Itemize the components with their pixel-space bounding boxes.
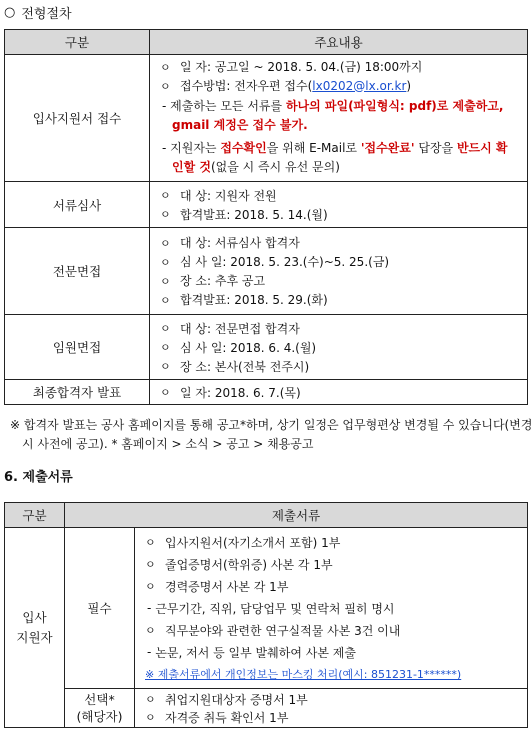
bullet-icon: ㅇ	[160, 360, 171, 373]
list-item	[150, 76, 527, 95]
table-row	[5, 315, 528, 380]
list-item	[135, 708, 527, 726]
optional-label-line: 선택*	[84, 692, 115, 707]
list-item	[135, 690, 527, 708]
list-item	[135, 619, 527, 641]
item-text: )	[406, 78, 412, 93]
item-text: 접수방법: 전자우편 접수(	[180, 79, 313, 93]
section-title: 6. 제출서류	[4, 470, 73, 485]
item-text: 제출하는 모든 서류를	[170, 99, 286, 113]
list-item	[150, 57, 527, 76]
item-text: 을 위해 E-Mail로	[266, 141, 361, 155]
item-text: 합격발표: 2018. 5. 14.(월)	[180, 207, 328, 222]
bullet-icon: ㅇ	[160, 341, 171, 354]
emphasis-text: 하나의 파일(파일형식: pdf)로 제출하고, gmail 계정은 접수 불가.	[172, 99, 504, 132]
list-item	[135, 531, 527, 553]
row-content	[150, 380, 528, 405]
group-label-line: 입사	[22, 609, 47, 625]
bullet-icon: ㅇ	[145, 536, 156, 549]
table-row	[5, 228, 528, 315]
item-text: 합격발표: 2018. 5. 29.(화)	[180, 293, 328, 307]
item-text: ※ 제출서류에서 개인정보는 마스킹 처리(예시: 851231-1******)	[145, 668, 462, 681]
bullet-icon: ㅇ	[160, 386, 171, 399]
item-text: 심 사 일: 2018. 6. 4.(월)	[180, 340, 317, 355]
email-link[interactable]: lx0202@lx.or.kr	[312, 78, 407, 93]
procedure-table	[4, 29, 528, 405]
item-text: (없을 시 즉시 유선 문의)	[210, 160, 340, 174]
list-item	[150, 338, 527, 357]
row-label: 서류심사	[5, 182, 150, 228]
optional-label	[65, 689, 135, 728]
row-content	[135, 689, 528, 728]
bullet-icon: ㅇ	[160, 60, 171, 74]
required-label: 필수	[65, 528, 135, 689]
table-row	[5, 528, 528, 689]
item-text: 졸업증명서(학위증) 사본 각 1부	[165, 557, 333, 572]
item-text: 장 소: 추후 공고	[180, 274, 266, 288]
item-text: 장 소: 본사(전북 전주시)	[180, 359, 310, 374]
header-documents: 제출서류	[65, 503, 528, 528]
item-text: 일 자: 공고일 ~ 2018. 5. 04.(금) 18:00까지	[180, 60, 423, 74]
row-label: 입사지원서 접수	[5, 55, 150, 182]
masking-note	[135, 663, 527, 685]
header-category: 구분	[5, 503, 65, 528]
list-item	[150, 290, 527, 309]
bullet-icon: ㅇ	[160, 274, 171, 288]
circle-marker-icon: ○	[4, 4, 16, 20]
bullet-icon: ㅇ	[160, 208, 171, 221]
row-content	[150, 315, 528, 380]
list-item: - 제출하는 모든 서류를 하나의 파일(파일형식: pdf)로 제출하고, gmail 계정은 접수 불가.	[162, 99, 504, 132]
list-item	[150, 271, 527, 290]
bullet-icon: ㅇ	[160, 79, 171, 93]
item-text: 경력증명서 사본 각 1부	[165, 579, 289, 594]
list-item	[150, 383, 527, 402]
emphasis-text: '접수완료'	[360, 141, 415, 155]
optional-label-line: (해당자)	[76, 709, 123, 724]
bullet-icon: ㅇ	[145, 624, 156, 637]
item-text: 논문, 저서 등 일부 발췌하여 사본 제출	[155, 645, 356, 660]
list-item	[150, 205, 527, 224]
row-label: 임원면접	[5, 315, 150, 380]
row-label: 최종합격자 발표	[5, 380, 150, 405]
item-text: 답장을	[414, 141, 457, 155]
item-text: 대 상: 지원자 전원	[180, 188, 277, 203]
table-row	[5, 55, 528, 182]
list-item	[150, 233, 527, 252]
table-header-row	[5, 503, 528, 528]
header-category: 구분	[5, 30, 150, 55]
list-item	[135, 553, 527, 575]
bullet-icon: ㅇ	[160, 255, 171, 269]
row-content	[150, 55, 528, 182]
bullet-icon: ㅇ	[145, 580, 156, 593]
table-row	[5, 380, 528, 405]
table-header-row	[5, 30, 528, 55]
item-text: 근무기간, 직위, 담당업무 및 연락처 필히 명시	[155, 601, 395, 616]
row-label: 전문면접	[5, 228, 150, 315]
item-text: 대 상: 전문면접 합격자	[180, 321, 300, 336]
item-text: 취업지원대상자 증명서 1부	[165, 692, 308, 707]
list-item: - 근무기간, 직위, 담당업무 및 연락처 필히 명시	[147, 601, 395, 616]
item-text: 대 상: 서류심사 합격자	[180, 236, 300, 250]
table-row	[5, 689, 528, 728]
list-item	[150, 319, 527, 338]
bullet-icon: ㅇ	[145, 711, 156, 724]
section-title: 전형절차	[21, 6, 72, 22]
list-item	[135, 575, 527, 597]
list-item	[150, 357, 527, 376]
list-item: - 논문, 저서 등 일부 발췌하여 사본 제출	[147, 645, 356, 660]
emphasis-text: 반드시 확인할 것	[172, 141, 508, 174]
bullet-icon: ㅇ	[160, 236, 171, 250]
section-heading	[4, 2, 72, 22]
group-label	[5, 528, 65, 728]
header-content: 주요내용	[150, 30, 528, 55]
bullet-icon: ㅇ	[160, 293, 171, 307]
bullet-icon: ㅇ	[145, 693, 156, 706]
item-text: 심 사 일: 2018. 5. 23.(수)~5. 25.(금)	[180, 255, 390, 269]
item-text: 자격증 취득 확인서 1부	[165, 710, 289, 725]
schedule-note: ※ 합격자 발표는 공사 홈페이지를 통해 공고*하며, 상기 일정은 업무형편상 변경될 수 있습니다(변경 시 사전에 공고). * 홈페이지 > 소식 > 공고 > 채용공고	[10, 418, 532, 451]
bullet-icon: ㅇ	[145, 558, 156, 571]
row-content	[150, 228, 528, 315]
item-text: 입사지원서(자기소개서 포함) 1부	[165, 535, 341, 550]
list-item: - 지원자는 접수확인을 위해 E-Mail로 '접수완료' 답장을 반드시 확인할 것(없을 시 즉시 유선 문의)	[162, 141, 508, 174]
list-item	[150, 252, 527, 271]
group-label-line: 지원자	[16, 629, 53, 645]
table-row	[5, 182, 528, 228]
item-text: 직무분야와 관련한 연구실적물 사본 3건 이내	[165, 623, 401, 638]
bullet-icon: ㅇ	[160, 189, 171, 202]
item-text: 지원자는	[170, 141, 221, 155]
bullet-icon: ㅇ	[160, 322, 171, 335]
documents-table	[4, 502, 528, 728]
row-content	[135, 528, 528, 689]
row-content	[150, 182, 528, 228]
list-item	[150, 186, 527, 205]
item-text: 일 자: 2018. 6. 7.(목)	[180, 385, 301, 400]
emphasis-text: 접수확인	[220, 141, 267, 155]
